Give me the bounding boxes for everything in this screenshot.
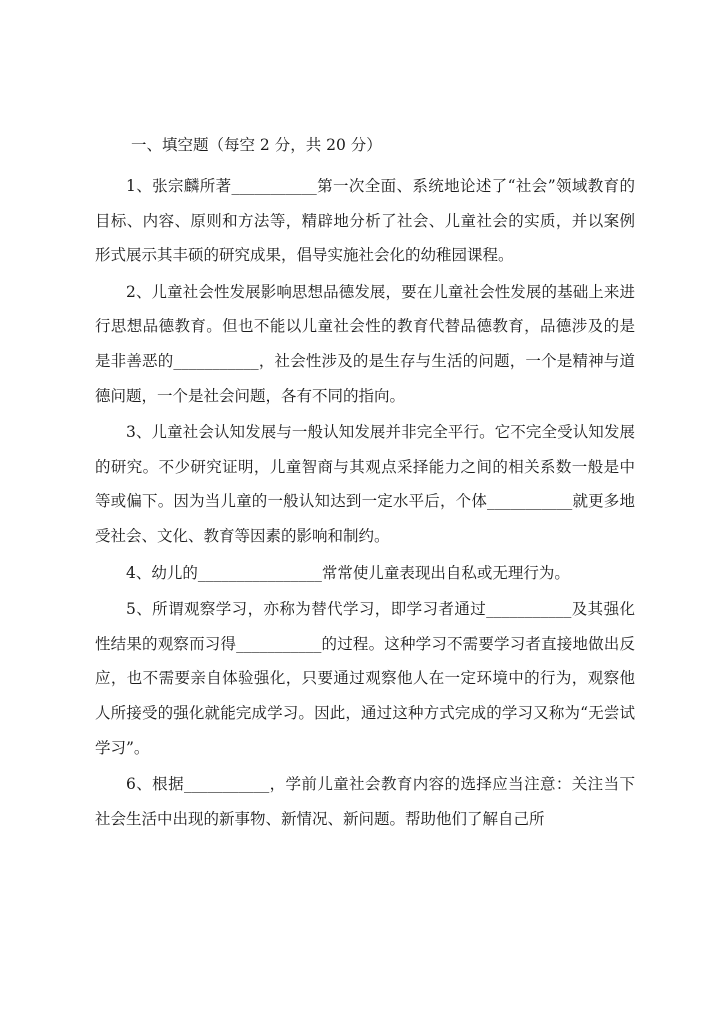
section-heading: 一、填空题（每空 2 分，共 20 分） (131, 136, 382, 154)
question-3: 3、儿童社会认知发展与一般认知发展并非完全平行。它不完全受认知发展的研究。不少研究证明，儿童智商与其观点采择能力之间的相关系数一般是中等或偏下。因为当儿童的一般认知达到一定水平后，个体___________就更多地受社会、文化、教育等因素的影响和制约。 (95, 423, 635, 545)
question-4: 4、幼儿的________________常常使儿童表现出自私或无理行为。 (126, 563, 570, 582)
question-1: 1、张宗麟所著___________第一次全面、系统地论述了“社会”领域教育的目标、内容、原则和方法等，精辟地分析了社会、儿童社会的实质，并以案例形式展示其丰硕的研究成果，倡导实施社会化的幼稚园课程。 (95, 177, 635, 265)
question-5: 5、所谓观察学习，亦称为替代学习，即学习者通过___________及其强化性结果的观察而习得___________的过程。这种学习不需要学习者直接地做出反应，也不需要亲自体验强化，只要通过观察他人在一定环境中的行为，观察他人所接受的强化就能完成学习。因此，通过这种方式完成的学习又称为“无尝试学习”。 (95, 600, 635, 757)
question-2: 2、儿童社会性发展影响思想品德发展，要在儿童社会性发展的基础上来进行思想品德教育。但也不能以儿童社会性的教育代替品德教育，品德涉及的是是非善恶的___________，社会性涉及的是生存与生活的问题，一个是精神与道德问题，一个是社会问题，各有不同的指向。 (95, 282, 635, 405)
question-6: 6、根据___________，学前儿童社会教育内容的选择应当注意：关注当下社会生活中出现的新事物、新情况、新问题。帮助他们了解自己所 (95, 775, 635, 828)
document-page (95, 133, 635, 836)
